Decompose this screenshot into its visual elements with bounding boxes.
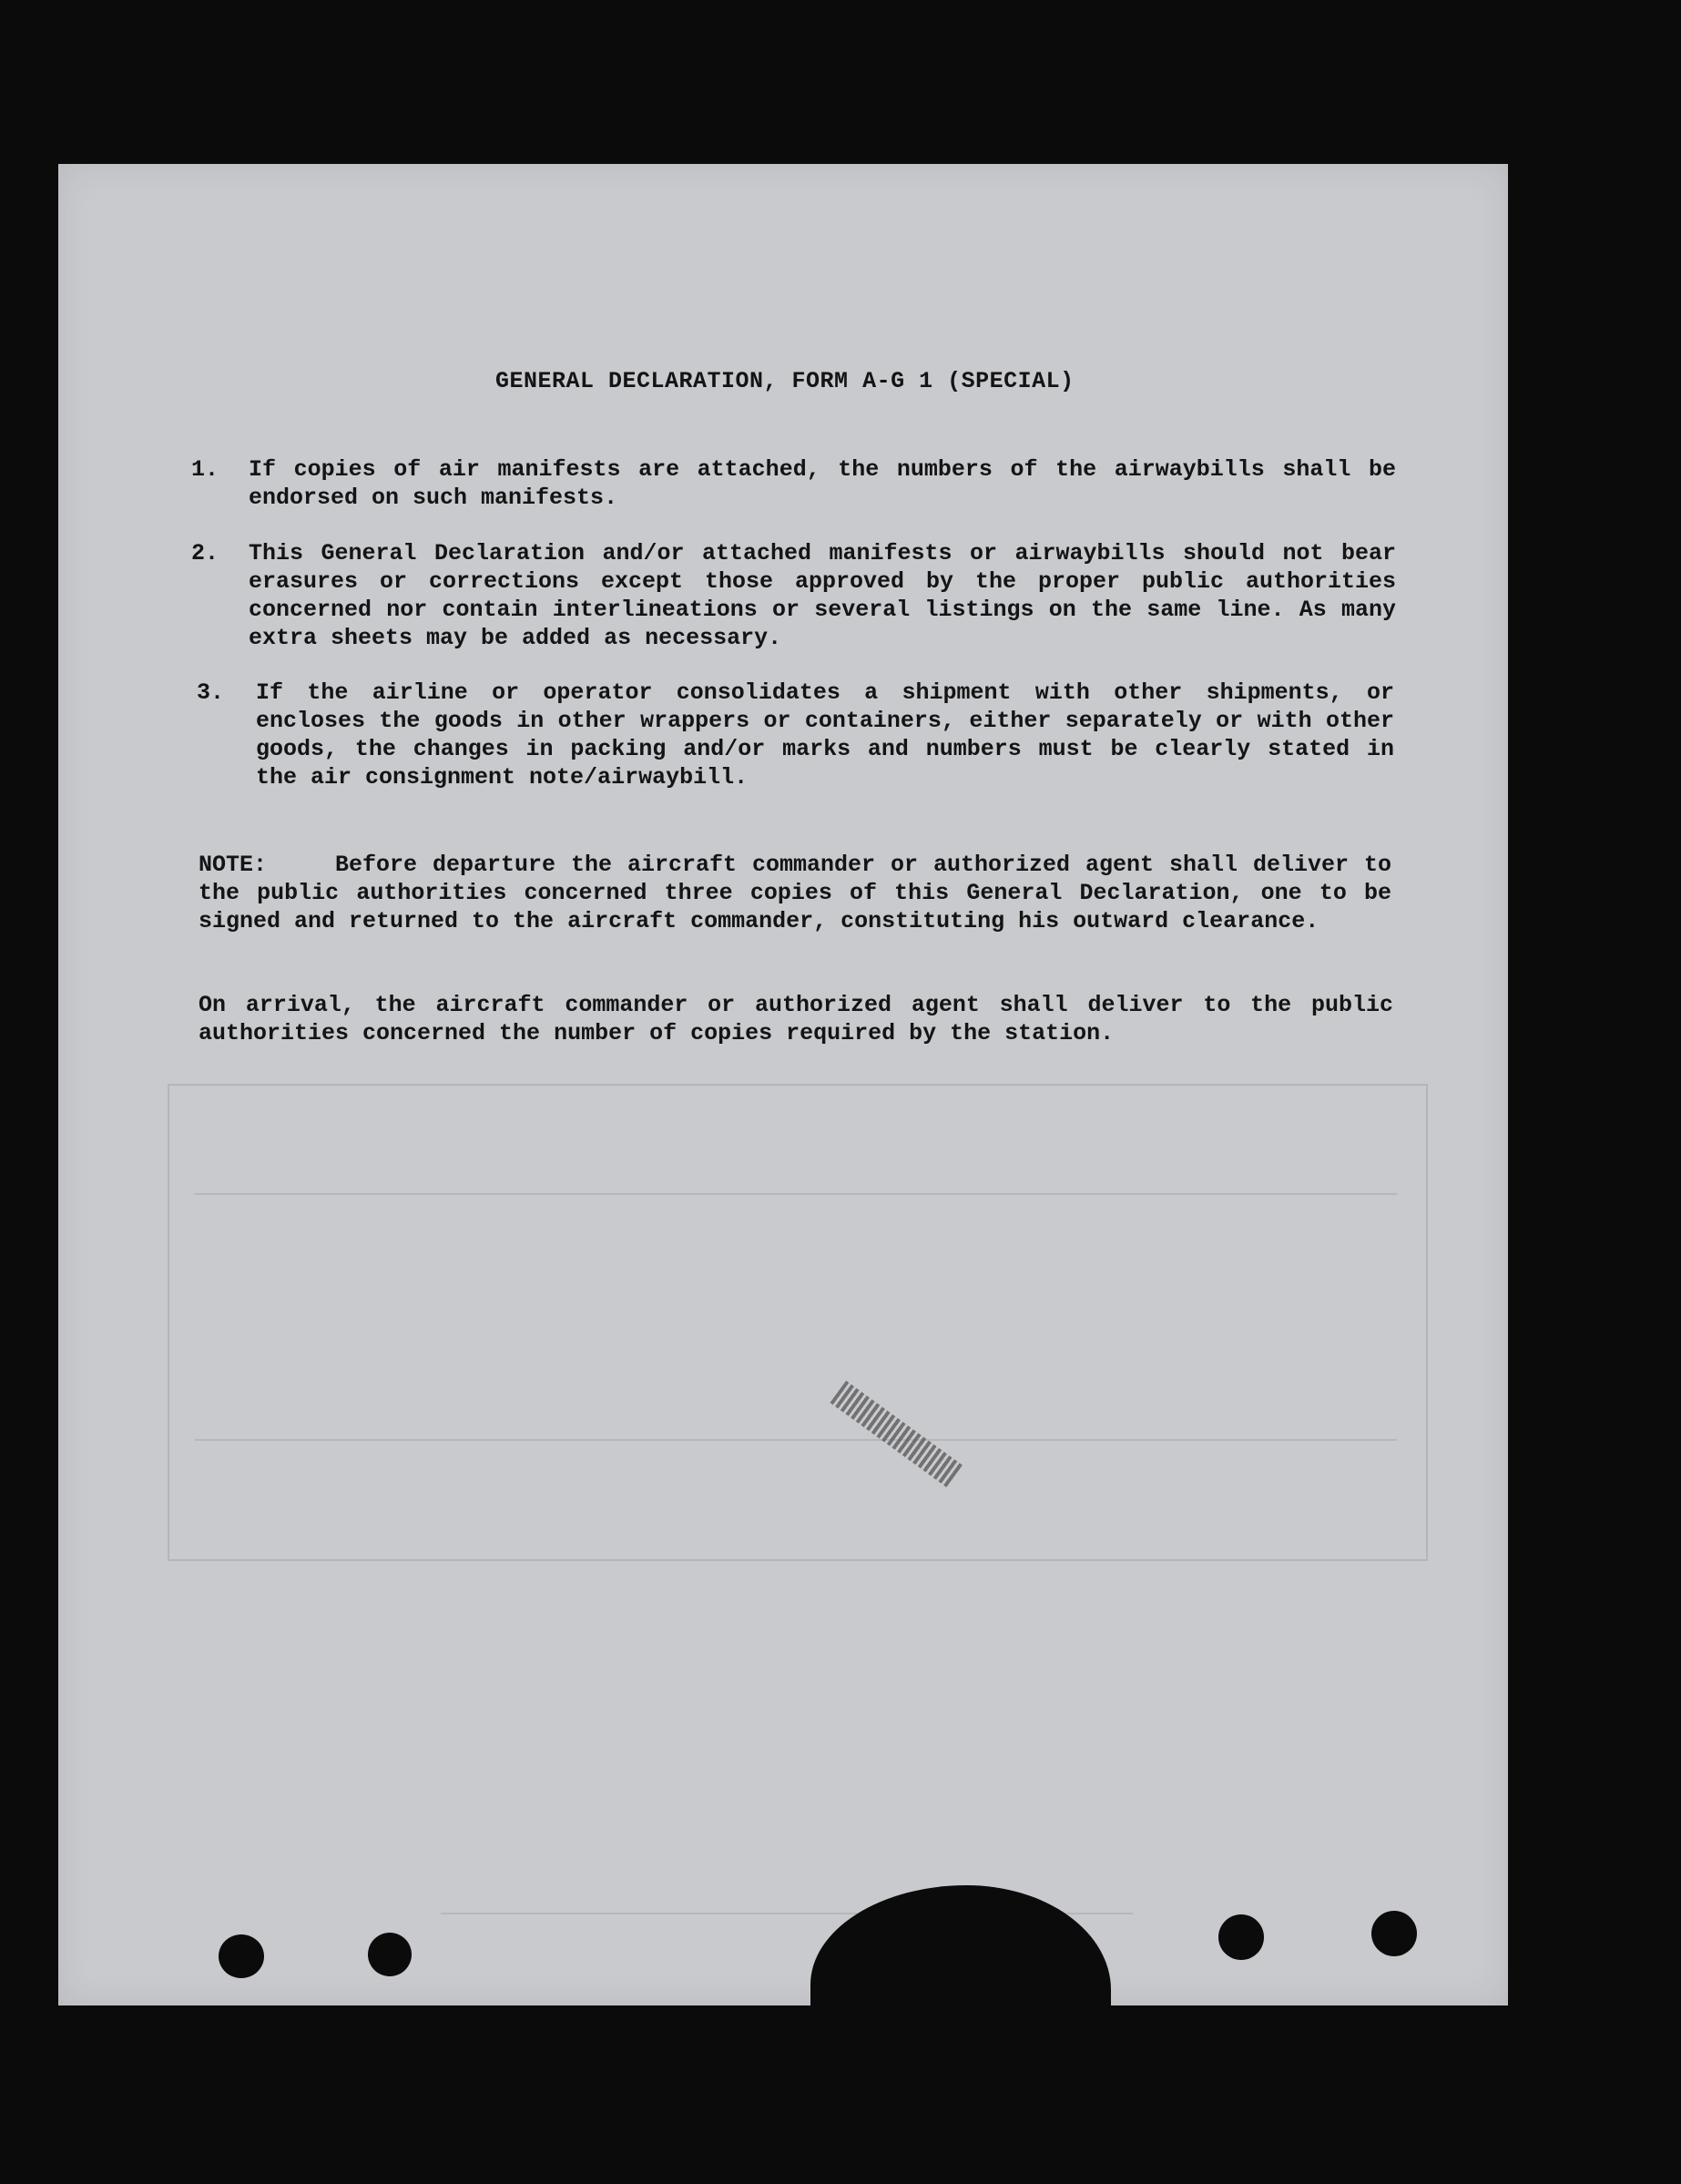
note-text: Before departure the aircraft commander or authorized agent shall deliver to the public authorities concerned three copies of this General Declaration, one to be signed and returned to the aircraft commander, constituting his outward clearance. [199, 852, 1391, 934]
item-text: If the airline or operator consolidates a shipment with other shipments, or encloses the goods in other wrappers or containers, either separately or with other goods, the changes in packing and/or marks and numbers must be clearly stated in the air consignment note/airwaybill. [256, 679, 1394, 791]
document-title: GENERAL DECLARATION, FORM A-G 1 (SPECIAL) [495, 368, 1075, 394]
list-item [197, 679, 1399, 791]
arrival-paragraph: On arrival, the aircraft commander or authorized agent shall deliver to the public authorities concerned the number of copies required by the station. [199, 992, 1393, 1046]
item-number: 3. [197, 679, 225, 706]
item-number: 1. [191, 456, 219, 483]
list-item [191, 455, 1396, 514]
item-text: This General Declaration and/or attached manifests or airwaybills should not bear erasures or corrections except those approved by the proper public authorities concerned nor contain interlineations or several listings on the same line. As many extra sheets may be added as necessary. [249, 540, 1396, 651]
note-paragraph [199, 851, 1391, 935]
item-number: 2. [191, 540, 219, 566]
item-text: If copies of air manifests are attached, the numbers of the airwaybills shall be endorsed on such manifests. [249, 456, 1396, 511]
list-item [191, 539, 1396, 652]
note-label: NOTE: [199, 852, 268, 878]
